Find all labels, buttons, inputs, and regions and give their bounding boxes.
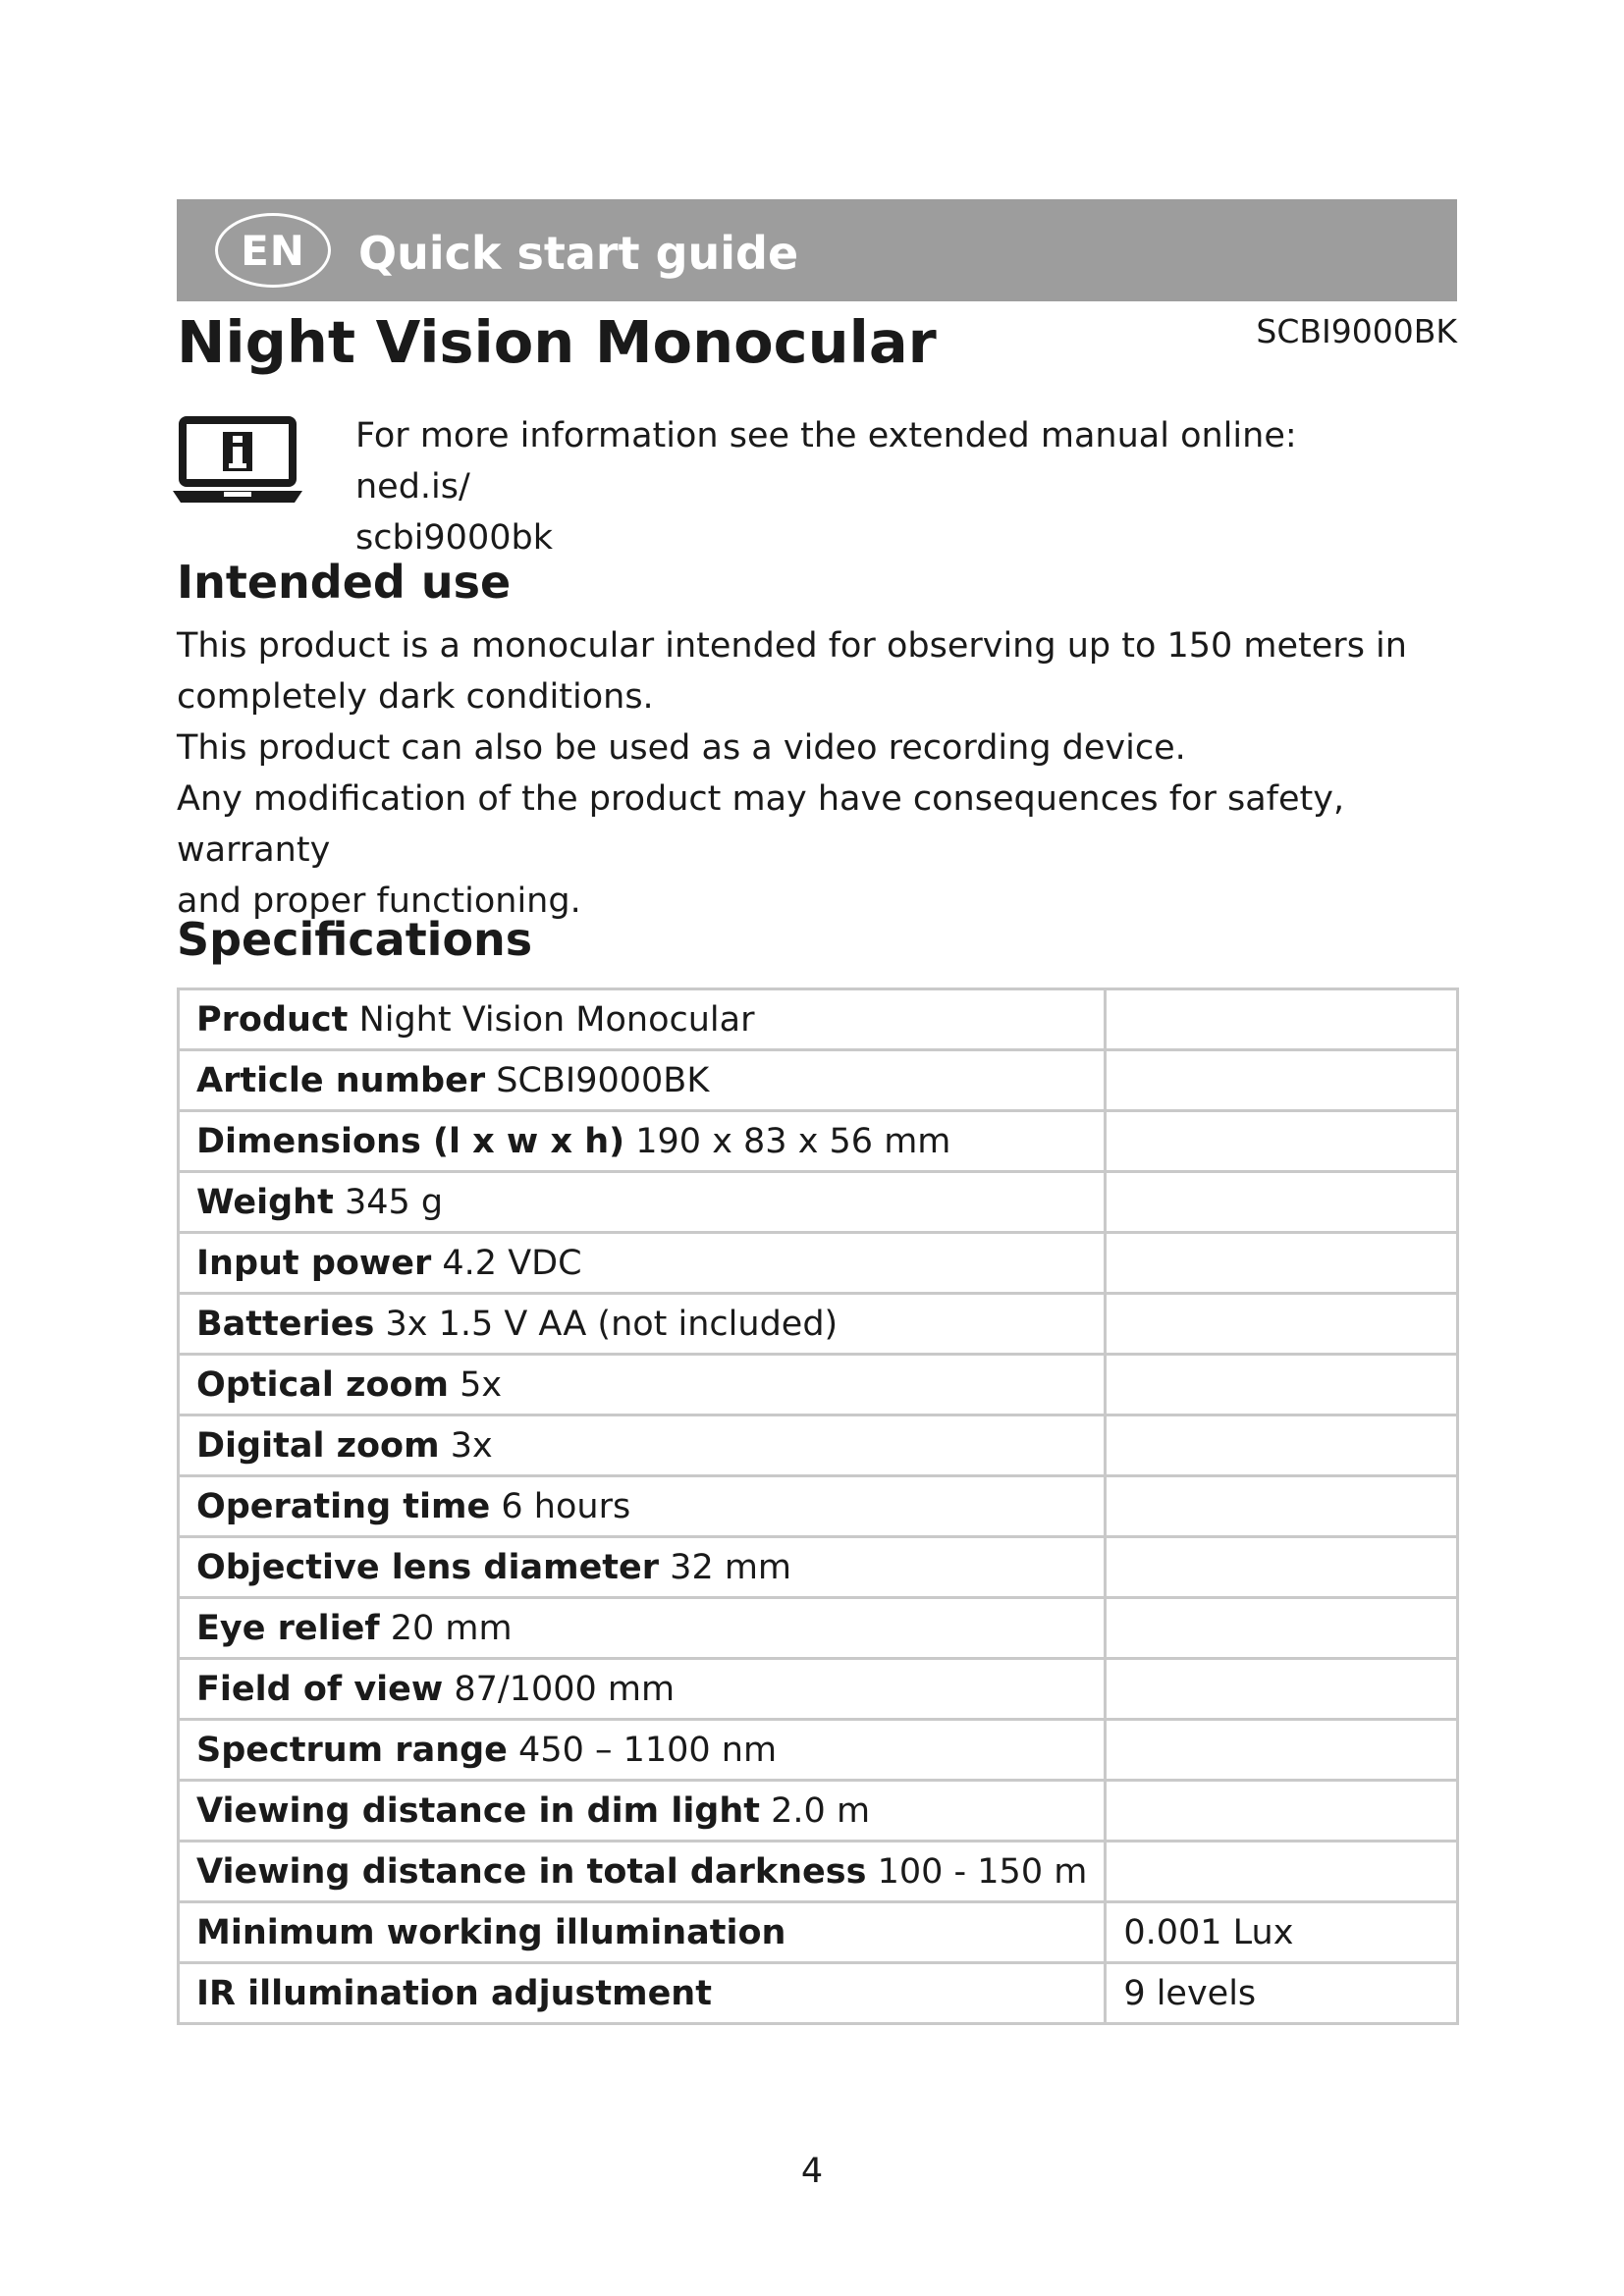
table-row bbox=[179, 1233, 1458, 1294]
spec-label: Product bbox=[196, 999, 349, 1040]
model-code: SCBI9000BK bbox=[1256, 312, 1457, 350]
table-row bbox=[179, 1902, 1458, 1963]
specifications-heading: Specifications bbox=[177, 913, 533, 966]
spec-value: Night Vision Monocular bbox=[358, 999, 755, 1040]
spec-label: Dimensions (l x w x h) bbox=[196, 1121, 625, 1161]
intended-use-line: completely dark conditions. bbox=[177, 677, 654, 717]
spec-label: Operating time bbox=[196, 1486, 491, 1526]
guide-banner bbox=[177, 199, 1457, 301]
table-row bbox=[179, 1476, 1458, 1537]
spec-label: Article number bbox=[196, 1060, 486, 1100]
spec-label: Viewing distance in dim light bbox=[196, 1790, 761, 1831]
intended-use-line: This product can also be used as a video recording device. bbox=[177, 728, 1186, 768]
spec-value: 4.2 VDC bbox=[442, 1243, 582, 1283]
guide-title: Quick start guide bbox=[358, 227, 799, 280]
table-row bbox=[179, 1659, 1458, 1720]
spec-value: 190 x 83 x 56 mm bbox=[635, 1121, 951, 1161]
spec-label: Optical zoom bbox=[196, 1364, 450, 1405]
intended-use-line: Any modification of the product may have consequences for safety, warranty bbox=[177, 779, 1345, 870]
spec-label: Batteries bbox=[196, 1304, 375, 1344]
spec-value: 5x bbox=[460, 1364, 503, 1405]
spec-label: Viewing distance in total darkness bbox=[196, 1851, 867, 1892]
table-row bbox=[179, 1963, 1458, 2024]
spec-value: 6 hours bbox=[501, 1486, 631, 1526]
spec-label: Minimum working illumination bbox=[196, 1912, 786, 1952]
spec-value: 3x bbox=[450, 1425, 493, 1466]
table-row bbox=[179, 1537, 1458, 1598]
spec-value: 3x 1.5 V AA (not included) bbox=[385, 1304, 839, 1344]
table-row bbox=[179, 1294, 1458, 1355]
specifications-table bbox=[177, 988, 1459, 2025]
intended-use-heading: Intended use bbox=[177, 556, 512, 609]
spec-value: 9 levels bbox=[1123, 1973, 1257, 2013]
table-row bbox=[179, 1781, 1458, 1842]
spec-value: 0.001 Lux bbox=[1123, 1912, 1294, 1952]
manual-reference-url: scbi9000bk bbox=[355, 518, 553, 558]
spec-value: 32 mm bbox=[670, 1547, 792, 1587]
laptop-info-icon bbox=[173, 416, 302, 510]
spec-value: 2.0 m bbox=[771, 1790, 871, 1831]
intended-use-line: This product is a monocular intended for observing up to 150 meters in bbox=[177, 626, 1407, 666]
spec-label: Spectrum range bbox=[196, 1730, 508, 1770]
spec-value: 20 mm bbox=[390, 1608, 513, 1648]
intended-use-body bbox=[177, 620, 1463, 927]
spec-label: Input power bbox=[196, 1243, 432, 1283]
spec-label: Objective lens diameter bbox=[196, 1547, 660, 1587]
language-badge: EN bbox=[215, 213, 331, 288]
table-row bbox=[179, 1598, 1458, 1659]
intended-use-line: and proper functioning. bbox=[177, 881, 581, 921]
manual-reference bbox=[355, 410, 1396, 563]
product-title: Night Vision Monocular bbox=[177, 308, 937, 376]
spec-value: 87/1000 mm bbox=[454, 1669, 676, 1709]
table-row bbox=[179, 1842, 1458, 1902]
page-number: 4 bbox=[800, 2152, 824, 2191]
spec-label: Digital zoom bbox=[196, 1425, 440, 1466]
spec-label: Weight bbox=[196, 1182, 334, 1222]
table-row bbox=[179, 1355, 1458, 1415]
table-row bbox=[179, 989, 1458, 1050]
spec-value: 100 - 150 m bbox=[877, 1851, 1088, 1892]
spec-label: Field of view bbox=[196, 1669, 444, 1709]
table-row bbox=[179, 1050, 1458, 1111]
manual-reference-line: For more information see the extended manual online: ned.is/ bbox=[355, 416, 1297, 507]
spec-label: IR illumination adjustment bbox=[196, 1973, 712, 2013]
table-row bbox=[179, 1415, 1458, 1476]
spec-label: Eye relief bbox=[196, 1608, 380, 1648]
spec-value: SCBI9000BK bbox=[496, 1060, 710, 1100]
table-row bbox=[179, 1172, 1458, 1233]
table-row bbox=[179, 1111, 1458, 1172]
spec-value: 450 – 1100 nm bbox=[518, 1730, 778, 1770]
table-row bbox=[179, 1720, 1458, 1781]
spec-value: 345 g bbox=[344, 1182, 444, 1222]
